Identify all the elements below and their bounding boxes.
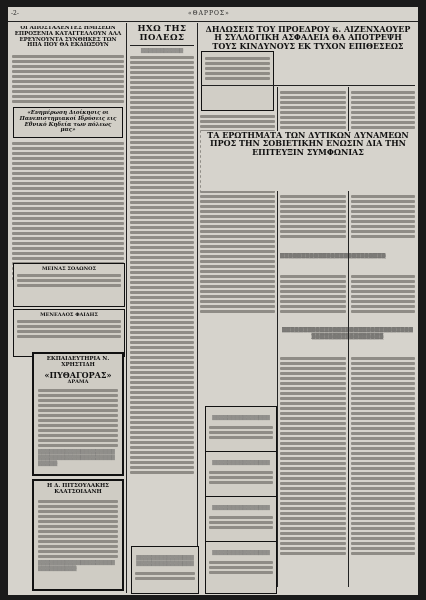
lead-story (201, 25, 415, 85)
left-ad-2 (13, 309, 125, 357)
header-rule (8, 21, 418, 22)
left-box-title: «Ενημέρωση Διοίκησις οι Πανεπιστημιακοί Ιδρύσεις εις Εθνικό Κηδεία των πόλεως μας» (19, 110, 117, 134)
newspaper-page (8, 7, 418, 595)
second-headline: ΤΑ ΕΡΩΤΗΜΑΤΑ ΤΩΝ ΔΥΤΙΚΩΝ ΔΥΝΑΜΕΩΝ ΠΡΟΣ ΤΗΝ ΣΟΒΙΕΤΙΚΗΝ ΕΝΩΣΙΝ ΔΙΑ ΤΗΝ ΕΠΙΤΕΥΞΙΝ ΣΥΜΦΩΝΙΑΣ (207, 131, 409, 157)
small-ad-1 (205, 406, 277, 454)
school-ad-text: ▒▒▒▒▒▒▒▒▒▒▒▒▒▒▒▒▒▒▒▒▒▒▒▒▒▒▒▒▒▒▒▒▒▒▒▒▒▒▒▒▒▒▒▒▒ (38, 449, 115, 468)
left-ad-1-title: ΜΕΙΝΑΣ ΣΟΛΩΝΟΣ (41, 266, 97, 272)
fourth-story (280, 321, 415, 351)
small-ad-4-text: ▒▒▒▒▒▒▒▒▒▒▒▒▒▒▒ (212, 550, 270, 556)
left-headline: ΟΙ ΑΠΟΣΤΑΛΕΝΤΕΣ ΗΜΙΣΕΩΝ ΕΠΡΟΞΕΝΙΑ ΚΑΤΑΓΓΕΛΛΟΥΝ ΑΛΛ ΕΡΕΥΝΟΥΝΤΑ ΣΥΝΘΗΚΕΣ ΤΩΝ ΗΠΑ ΠΟΥ ΘΑ ΕΚΔΙΩΞΟΥΝ (14, 26, 122, 49)
lead-headline: ΔΗΛΩΣΕΙΣ ΤΟΥ ΠΡΟΕΔΡΟΥ κ. ΑΙΖΕΝΧΑΟΥΕΡ Η ΣΥΛΛΟΓΙΚΗ ΑΣΦΑΛΕΙΑ ΘΑ ΑΠΟΤΡΕΨΗ ΤΟΥΣ ΚΙΝΔΥΝΟΥΣ ΕΚ ΤΥΧΟΝ ΕΠΙΘΕΣΕΩΣ (205, 25, 411, 51)
column-rule (126, 23, 127, 593)
city-section-title: ΗΧΩ ΤΗΣ ΠΟΛΕΩΣ (137, 25, 187, 43)
right-col-a-bottom (280, 355, 346, 587)
left-ad-2-title: ΜΕΝΕΛΑΟΣ ΦΑΙΔΗΣ (40, 312, 98, 318)
city-subtitle: ▒▒▒▒▒▒▒▒▒▒▒ (140, 47, 184, 54)
small-ad-5-text: ▒▒▒▒▒▒▒▒▒▒▒▒▒▒▒▒▒▒▒▒▒▒▒▒▒▒▒▒▒▒ (136, 555, 194, 567)
lead-rule (201, 85, 415, 86)
left-ad-1 (13, 263, 125, 307)
third-headline: ▒▒▒▒▒▒▒▒▒▒▒▒▒▒▒▒▒▒▒▒▒▒▒▒▒ (280, 252, 386, 259)
city-column (130, 25, 194, 590)
school-ad (32, 352, 124, 476)
third-story (280, 247, 415, 269)
right-col-b-mid (351, 193, 415, 241)
right-col-b-top (351, 89, 415, 129)
right-col-b-bottom (351, 355, 415, 587)
school-ad-title: ΕΚΠΑΙΔΕΥΤΗΡΙΑ Ν. ΧΡΗΣΤΙΔΗ (46, 356, 110, 368)
small-ad-2 (205, 451, 277, 499)
small-ad-4 (205, 541, 277, 594)
school-ad-name: «ΠΥΘΑΓΟΡΑΣ» (44, 369, 112, 380)
printing-ad-title: Η Δ. ΠΙΤΣΟΥΛΑΚΗΣ ΚΛΑΤΣΟΙΔΑΝΗ (46, 483, 110, 495)
small-ad-3 (205, 496, 277, 544)
fourth-headline: ▒▒▒▒▒▒▒▒▒▒▒▒▒▒▒▒▒▒▒▒▒▒▒▒▒▒▒▒▒▒▒▒▒▒▒▒▒▒▒▒▒▒▒▒▒▒▒▒ (281, 326, 414, 340)
right-col-a-low (280, 273, 346, 317)
small-ad-1-text: ▒▒▒▒▒▒▒▒▒▒▒▒▒▒▒ (212, 415, 270, 421)
right-col-a-mid (280, 193, 346, 241)
small-ad-2-text: ▒▒▒▒▒▒▒▒▒▒▒▒▒▒▒ (212, 460, 270, 466)
printing-ad-text: ▒▒▒▒▒▒▒▒▒▒▒▒▒▒▒▒▒▒▒▒▒▒▒▒▒▒▒▒▒▒ (38, 559, 115, 572)
page-number: -2- (11, 10, 19, 17)
printing-ad (32, 479, 124, 591)
column-rule (197, 23, 198, 593)
school-ad-city: ΔΡΑΜΑ (67, 378, 89, 385)
small-ad-3-text: ▒▒▒▒▒▒▒▒▒▒▒▒▒▒▒ (212, 505, 270, 511)
second-story (201, 131, 415, 191)
paper-name: «ΘΑΡΡΟΣ» (188, 10, 230, 17)
left-box (13, 107, 123, 138)
right-col-a-top (280, 89, 346, 129)
right-col-b-low (351, 273, 415, 317)
small-ad-5 (131, 546, 199, 594)
